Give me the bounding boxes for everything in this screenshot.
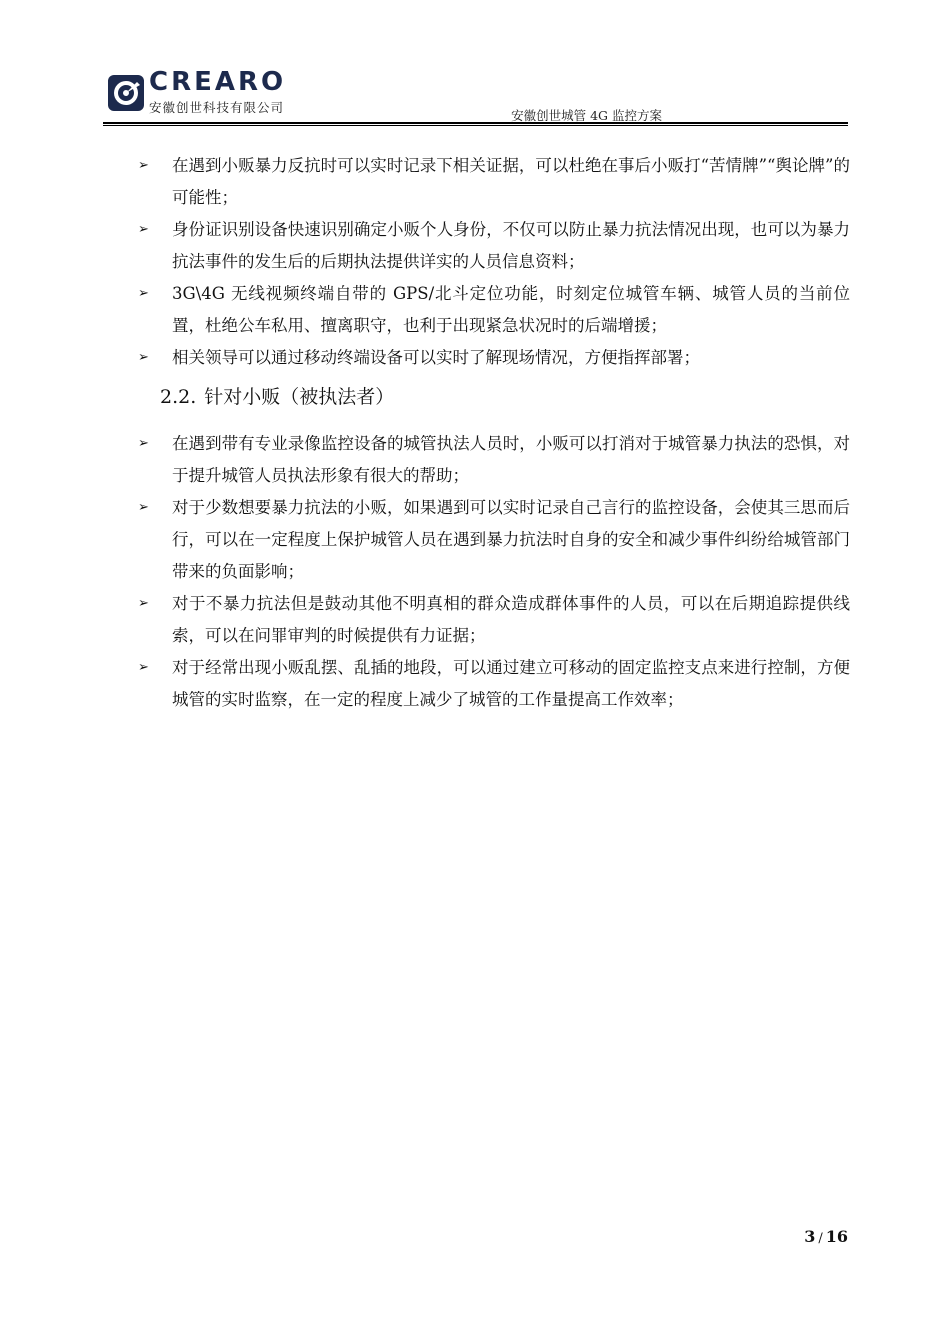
document-title: 安徽创世城管 4G 监控方案 xyxy=(511,108,662,123)
list-item-text: 对于不暴力抗法但是鼓动其他不明真相的群众造成群体事件的人员，可以在后期追踪提供线索，可以在问罪审判的时候提供有力证据； xyxy=(172,594,850,645)
list-item-text: 相关领导可以通过移动终端设备可以实时了解现场情况，方便指挥部署； xyxy=(172,348,700,367)
logo-wordmark: CREARO xyxy=(149,67,287,97)
bullet-list-section-1 xyxy=(138,150,850,374)
page-header xyxy=(103,66,848,126)
company-name: 安徽创世科技有限公司 xyxy=(149,100,285,115)
list-item-text: 在遇到小贩暴力反抗时可以实时记录下相关证据，可以杜绝在事后小贩打“苦情牌”“舆论牌”的可能性； xyxy=(172,156,850,207)
page-number xyxy=(804,1227,848,1246)
arrowhead-bullet-icon: ➢ xyxy=(138,222,149,237)
bullet-list-section-2 xyxy=(138,428,850,716)
section-number: 2.2. xyxy=(160,386,197,408)
arrowhead-bullet-icon: ➢ xyxy=(138,158,149,173)
arrowhead-bullet-icon: ➢ xyxy=(138,350,149,365)
section-heading xyxy=(160,380,850,414)
company-logo-icon xyxy=(107,74,145,112)
header-divider xyxy=(103,122,848,124)
page-separator: / xyxy=(818,1231,823,1246)
list-item-text: 身份证识别设备快速识别确定小贩个人身份，不仅可以防止暴力抗法情况出现，也可以为暴力抗法事件的发生后的后期执法提供详实的人员信息资料； xyxy=(172,220,850,271)
total-pages: 16 xyxy=(825,1227,848,1246)
list-item-text: 对于少数想要暴力抗法的小贩，如果遇到可以实时记录自己言行的监控设备，会使其三思而后行，可以在一定程度上保护城管人员在遇到暴力抗法时自身的安全和减少事件纠纷给城管部门带来的负面影响； xyxy=(172,498,850,581)
section-title: 针对小贩（被执法者） xyxy=(204,386,395,408)
list-item xyxy=(138,278,850,342)
arrowhead-bullet-icon: ➢ xyxy=(138,500,149,515)
arrowhead-bullet-icon: ➢ xyxy=(138,286,149,301)
list-item xyxy=(138,150,850,214)
arrowhead-bullet-icon: ➢ xyxy=(138,436,149,451)
header-divider-thin xyxy=(103,125,848,126)
list-item xyxy=(138,214,850,278)
page-body xyxy=(138,150,850,716)
list-item-text: 对于经常出现小贩乱摆、乱插的地段，可以通过建立可移动的固定监控支点来进行控制，方便城管的实时监察，在一定的程度上减少了城管的工作量提高工作效率； xyxy=(172,658,850,709)
list-item xyxy=(138,342,850,374)
arrowhead-bullet-icon: ➢ xyxy=(138,596,149,611)
current-page: 3 xyxy=(804,1227,816,1246)
list-item xyxy=(138,428,850,492)
list-item xyxy=(138,652,850,716)
list-item xyxy=(138,492,850,588)
arrowhead-bullet-icon: ➢ xyxy=(138,660,149,675)
list-item xyxy=(138,588,850,652)
list-item-text: 在遇到带有专业录像监控设备的城管执法人员时，小贩可以打消对于城管暴力执法的恐惧，对于提升城管人员执法形象有很大的帮助； xyxy=(172,434,850,485)
list-item-text: 3G\4G 无线视频终端自带的 GPS/北斗定位功能，时刻定位城管车辆、城管人员的当前位置，杜绝公车私用、擅离职守，也利于出现紧急状况时的后端增援； xyxy=(172,284,850,335)
